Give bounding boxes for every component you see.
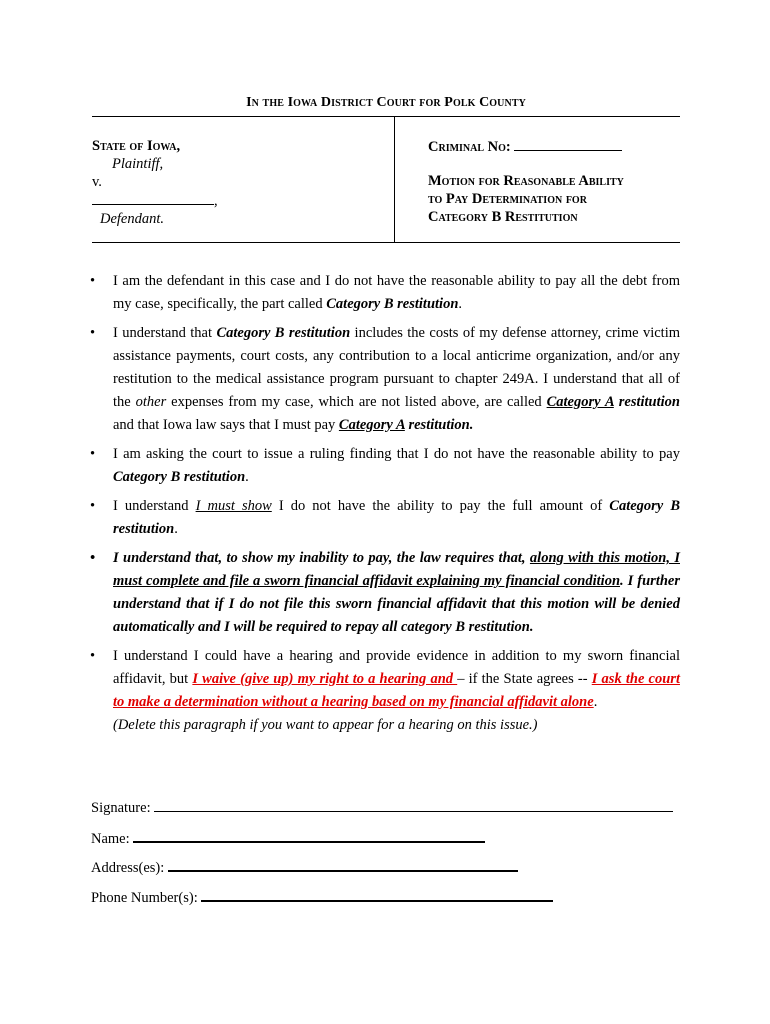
statement-5 [90,547,680,639]
court-title [92,95,680,111]
statement-text: I understand [113,498,196,514]
statement-underline: Category A [338,417,405,433]
statement-text: expenses from my case, which are not listed above, are called [166,394,547,410]
statement-text: and that Iowa law says that I must pay [113,417,339,433]
waiver-emphasis: I ask the court to make a determination without a hearing based on my financial affidavit alone [113,671,680,710]
court-title-text: In the Iowa District Court for Polk County [246,95,526,110]
signature-label: Signature: [91,800,151,816]
motion-title-line-3: Category B Restitution [428,209,578,225]
caption-case-info [428,137,624,226]
statement-3 [90,443,680,489]
caption-bottom-rule [92,242,680,243]
motion-title-line-2: to Pay Determination for [428,191,587,207]
caption-divider [394,117,395,243]
address-label: Address(es): [91,860,165,876]
statement-text: I am asking the court to issue a ruling finding that I do not have the reasonable ability to pay [113,446,680,462]
plaintiff-party: State of Iowa, [92,138,181,154]
statement-emphasis: Category B restitution [326,296,459,312]
waiver-emphasis: I waive (give up) my right to a hearing and [192,671,458,687]
motion-title [428,172,624,226]
statement-text: includes the costs of my defense attorney, crime victim assistance payments, court costs, any contribution to a local anticrime organization, and/or any restitution to the medical assistance program pursuant to chapter 249A. I understand that all of the [113,325,680,410]
statement-underline: Category A [546,394,614,410]
statement-text: I understand I could have a hearing and provide evidence in addition to my sworn financial affidavit, but [113,648,680,687]
statement-text: . [593,694,598,710]
bullet-icon: • [90,550,96,566]
statement-emphasis: Category B restitution [216,325,351,341]
versus: v. [92,174,102,190]
address-row [91,856,673,886]
statement-1 [90,270,680,316]
deletion-note: (Delete this paragraph if you want to appear for a hearing on this issue.) [113,717,538,733]
bullet-icon: • [90,325,96,341]
statement-text: . [458,296,463,312]
bullet-icon: • [90,498,96,514]
criminal-no-label: Criminal No: [428,139,511,155]
statement-underline: I must show [195,498,272,514]
bullet-icon: • [90,446,96,462]
statement-text: . I further understand that if I do not file this sworn financial affidavit that this motion will be denied automatically and I will be required to repay all category B restitution. [113,573,681,635]
phone-row [91,886,673,916]
statement-text: I do not have the ability to pay the full amount of [271,498,610,514]
statement-4 [90,495,680,541]
signature-row [91,797,673,827]
plaintiff-role: Plaintiff, [112,156,164,172]
bullet-icon: • [90,648,96,664]
statement-emphasis: Category B restitution [113,469,246,485]
motion-statements [90,270,680,743]
statement-emphasis: restitution. [404,417,474,433]
statement-text: I understand that, to show my inability to pay, the law requires that, [113,550,530,566]
caption-parties [92,137,218,228]
caption-top-rule [92,116,680,117]
defendant-role: Defendant. [100,211,165,227]
statement-emphasis: restitution [613,394,680,410]
address-field[interactable] [168,856,518,872]
name-field[interactable] [133,827,485,843]
signature-field[interactable] [154,797,673,812]
criminal-no-blank[interactable] [514,137,622,151]
statement-italic: other [135,394,167,410]
phone-field[interactable] [201,886,553,902]
name-label: Name: [91,830,130,847]
statement-2 [90,322,680,437]
name-row [91,827,673,857]
statement-underline: along with this motion, I must complete and file a sworn financial affidavit explaining my financial condition [113,550,680,589]
phone-label: Phone Number(s): [91,889,198,906]
statement-text: . [245,469,249,485]
criminal-no-row [428,137,624,156]
statement-text: I understand that [113,325,217,341]
bullet-icon: • [90,273,96,289]
statement-emphasis: Category B restitution [113,498,680,537]
defendant-name-blank[interactable] [92,191,214,205]
statement-text: . [174,521,178,537]
statement-text: I am the defendant in this case and I do not have the reasonable ability to pay all the debt from my case, specifically, the part called [113,273,680,312]
statement-6 [90,645,680,737]
signature-block [91,797,673,915]
defendant-name-line [92,191,218,210]
defendant-name-comma: , [214,193,218,209]
motion-title-line-1: Motion for Reasonable Ability [428,173,624,189]
statement-text: – if the State agrees -- [457,671,592,687]
